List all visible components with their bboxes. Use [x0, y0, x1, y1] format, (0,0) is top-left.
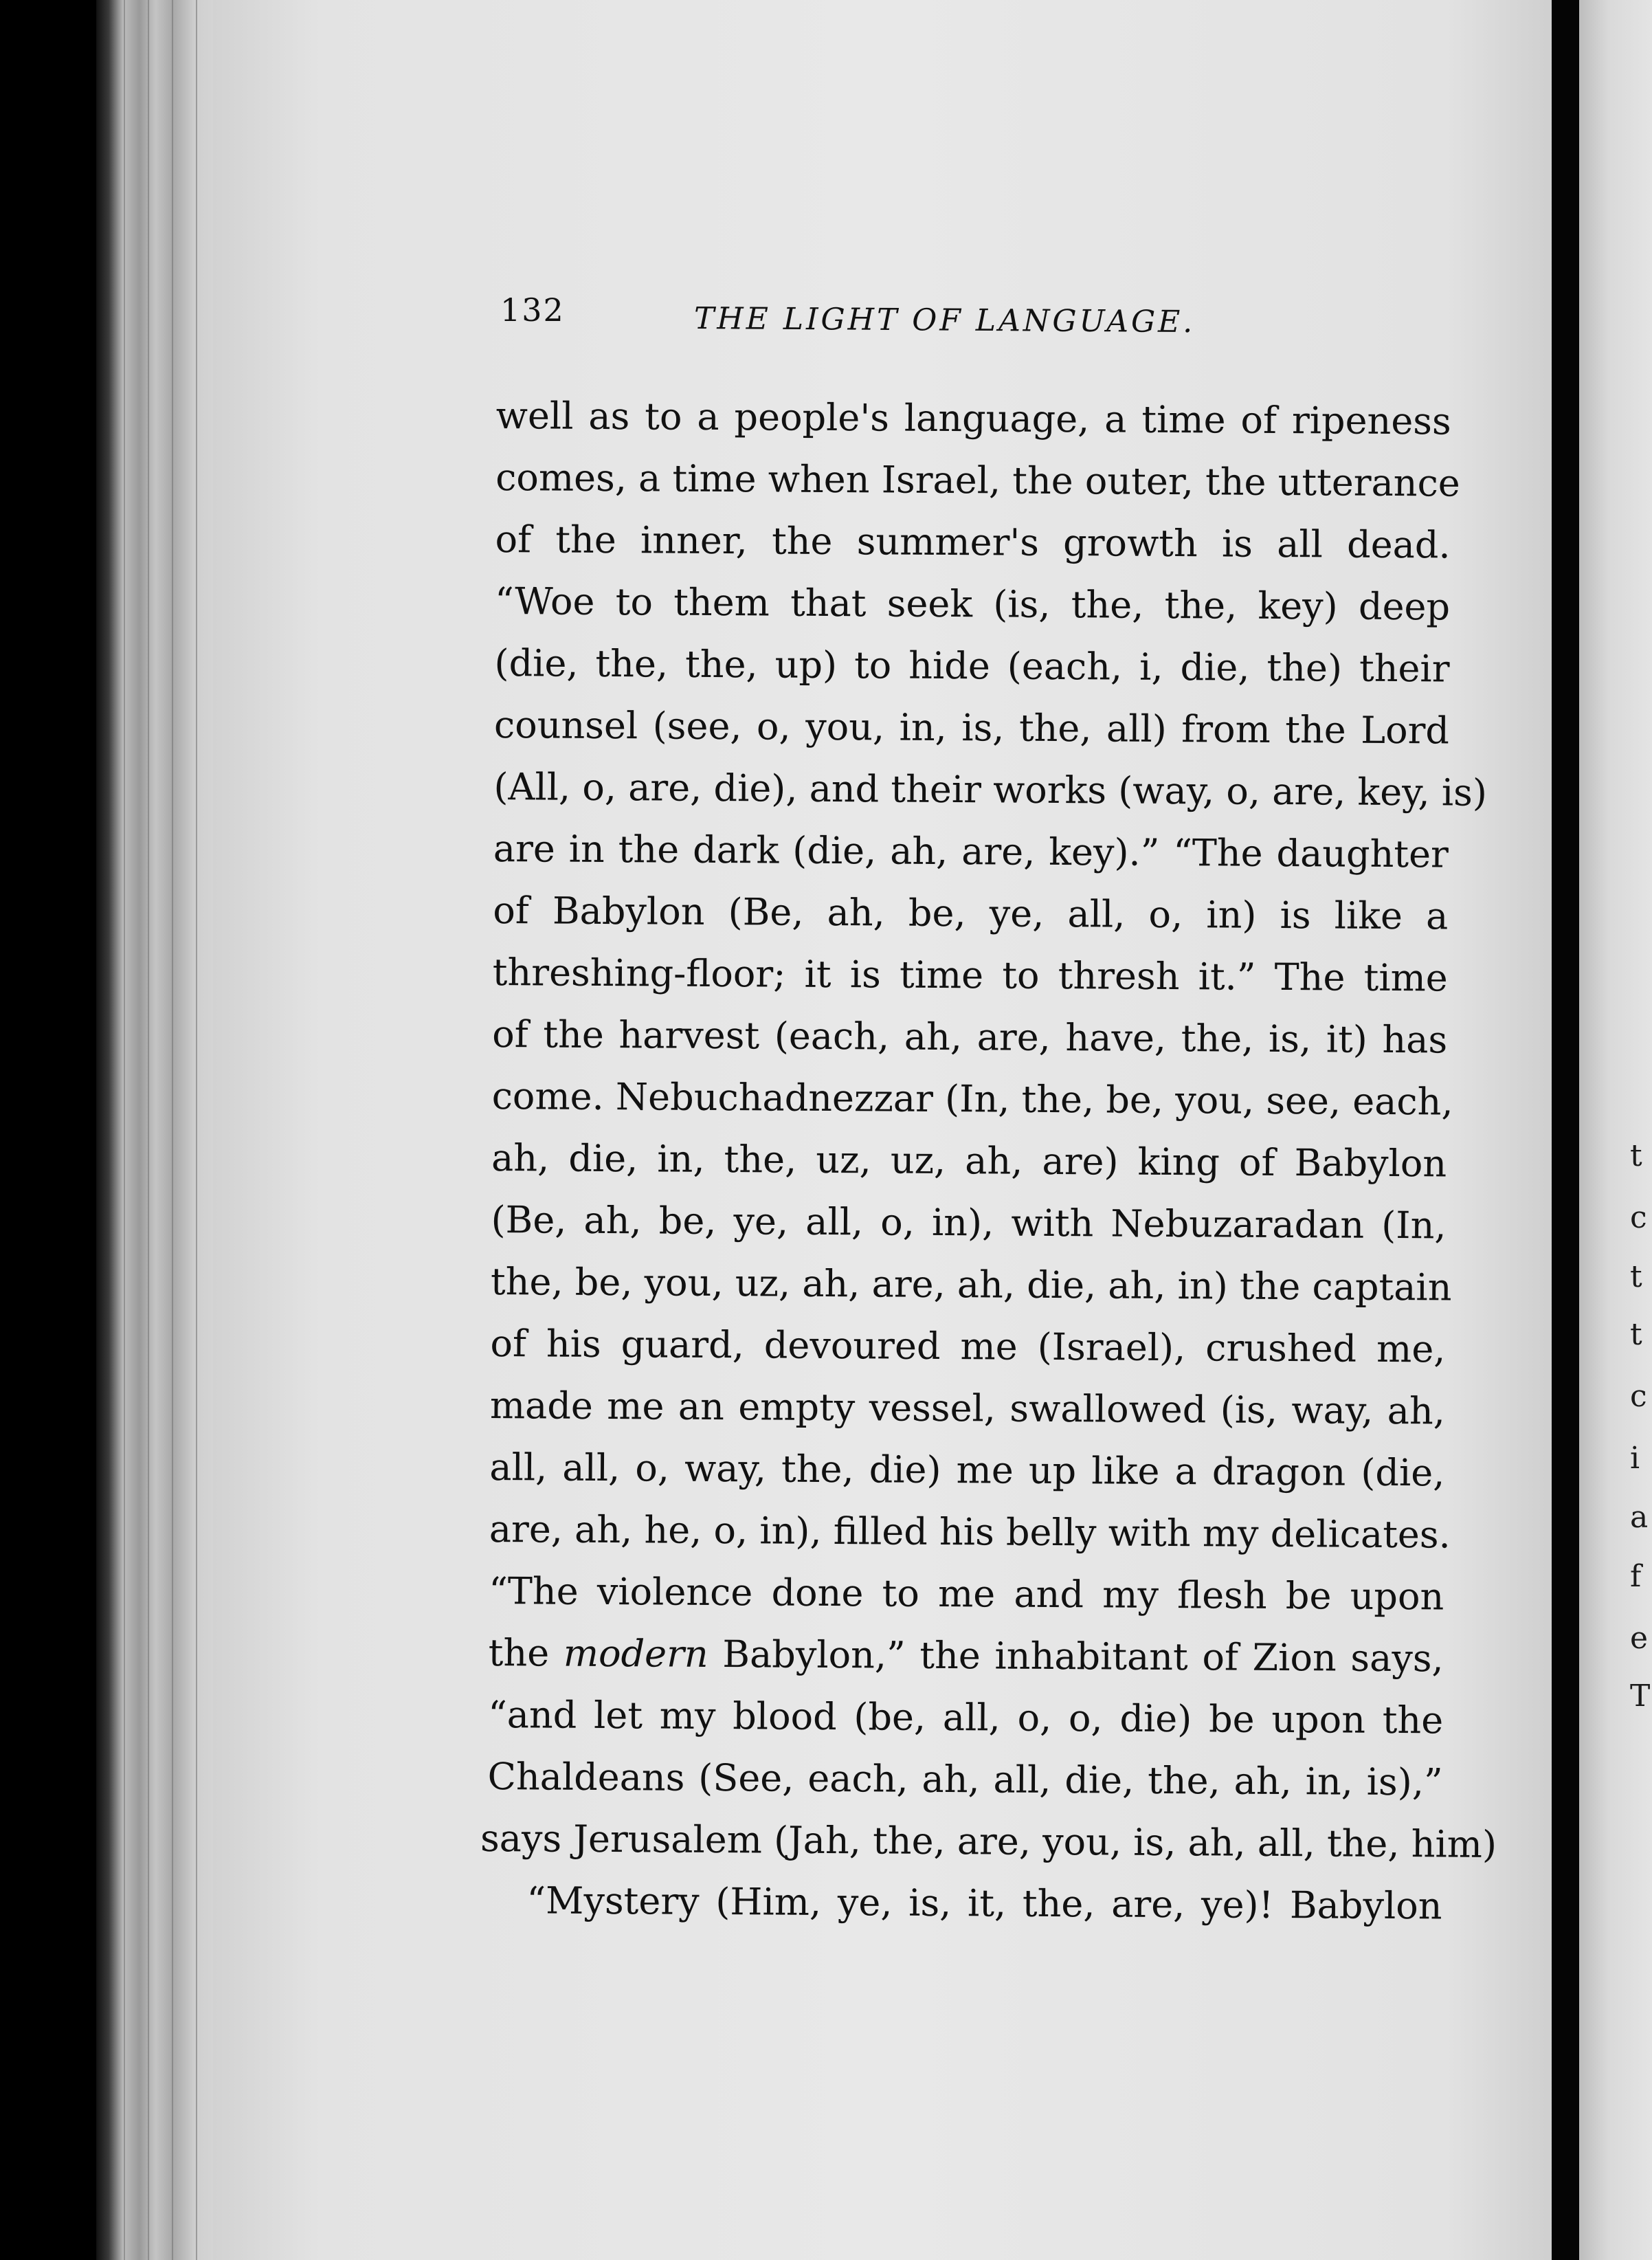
paragraph-first-line: “Mystery (Him, ye, is, it, the, are, ye)! Babylon — [526, 1879, 1442, 1928]
text-line: “The violence done to me and my flesh be upon — [489, 1569, 1444, 1619]
facing-letter: e — [1630, 1621, 1649, 1656]
text-line-with-italic — [488, 1622, 1444, 1690]
text-fragment: Babylon,” the inhabitant of Zion says, — [708, 1632, 1444, 1681]
text-line: counsel (see, o, you, in, is, the, all) from the Lord — [493, 702, 1450, 753]
page-edge-stack — [96, 0, 220, 2260]
page-edge-line — [172, 0, 173, 2260]
text-line: are, ah, he, o, in), filled his belly with my delicates. — [489, 1507, 1451, 1557]
text-line: ah, die, in, the, uz, uz, ah, are) king of Babylon — [491, 1135, 1447, 1186]
text-line: made me an empty vessel, swallowed (is, way, ah, — [489, 1383, 1446, 1433]
text-line: well as to a people's language, a time of ripeness — [495, 393, 1451, 443]
facing-letter: t — [1630, 1317, 1642, 1352]
text-line: “Woe to them that seek (is, the, the, key) deep — [494, 579, 1451, 629]
gutter-shadow — [1552, 0, 1579, 2260]
text-line: of the harvest (each, ah, are, have, the, is, it) has — [492, 1012, 1448, 1062]
text-line: threshing-floor; it is time to thresh it.” The time — [492, 950, 1448, 1000]
text-line: all, all, o, way, the, die) me up like a dragon (die, — [489, 1445, 1445, 1495]
text-line: (All, o, are, die), and their works (way, o, are, key, is) — [493, 764, 1488, 815]
text-line: of Babylon (Be, ah, be, ye, all, o, in) is like a — [493, 888, 1449, 938]
italic-word: modern — [563, 1631, 708, 1676]
page-edge-line — [148, 0, 149, 2260]
facing-page-letters — [1630, 0, 1652, 2260]
facing-letter: f — [1630, 1559, 1642, 1594]
facing-letter: t — [1630, 1259, 1642, 1294]
text-line: (die, the, the, up) to hide (each, i, die, the) their — [494, 641, 1450, 691]
text-line: the, be, you, uz, ah, are, ah, die, ah, in) the captain — [490, 1259, 1452, 1309]
running-title: THE LIGHT OF LANGUAGE. — [693, 301, 1196, 340]
text-line: says Jerusalem (Jah, the, are, you, is, ah, all, the, him) — [480, 1816, 1497, 1866]
facing-letter: t — [1630, 1138, 1642, 1173]
page-edge-line — [196, 0, 197, 2260]
text-line: of the inner, the summer's growth is all dead. — [495, 517, 1451, 567]
text-line: “and let my blood (be, all, o, o, die) be upon the — [487, 1692, 1444, 1742]
text-line: (Be, ah, be, ye, all, o, in), with Nebuzaradan (In, — [491, 1197, 1447, 1248]
text-line: of his guard, devoured me (Israel), crushed me, — [490, 1321, 1446, 1371]
text-line: Chaldeans (See, each, ah, all, die, the, ah, in, is),” — [487, 1754, 1443, 1804]
text-line: comes, a time when Israel, the outer, the utterance — [495, 455, 1460, 505]
text-line: are in the dark (die, ah, are, key).” “The daughter — [493, 826, 1449, 876]
facing-letter: i — [1630, 1441, 1640, 1476]
text-fragment: the — [488, 1630, 564, 1675]
facing-letter: c — [1630, 1379, 1647, 1414]
page-edge-line — [124, 0, 125, 2260]
page-number: 132 — [500, 291, 565, 329]
text-line: come. Nebuchadnezzar (In, the, be, you, see, each, — [491, 1074, 1453, 1124]
facing-letter: c — [1630, 1200, 1647, 1235]
facing-letter: a — [1630, 1500, 1649, 1535]
facing-letter: T — [1630, 1679, 1651, 1714]
